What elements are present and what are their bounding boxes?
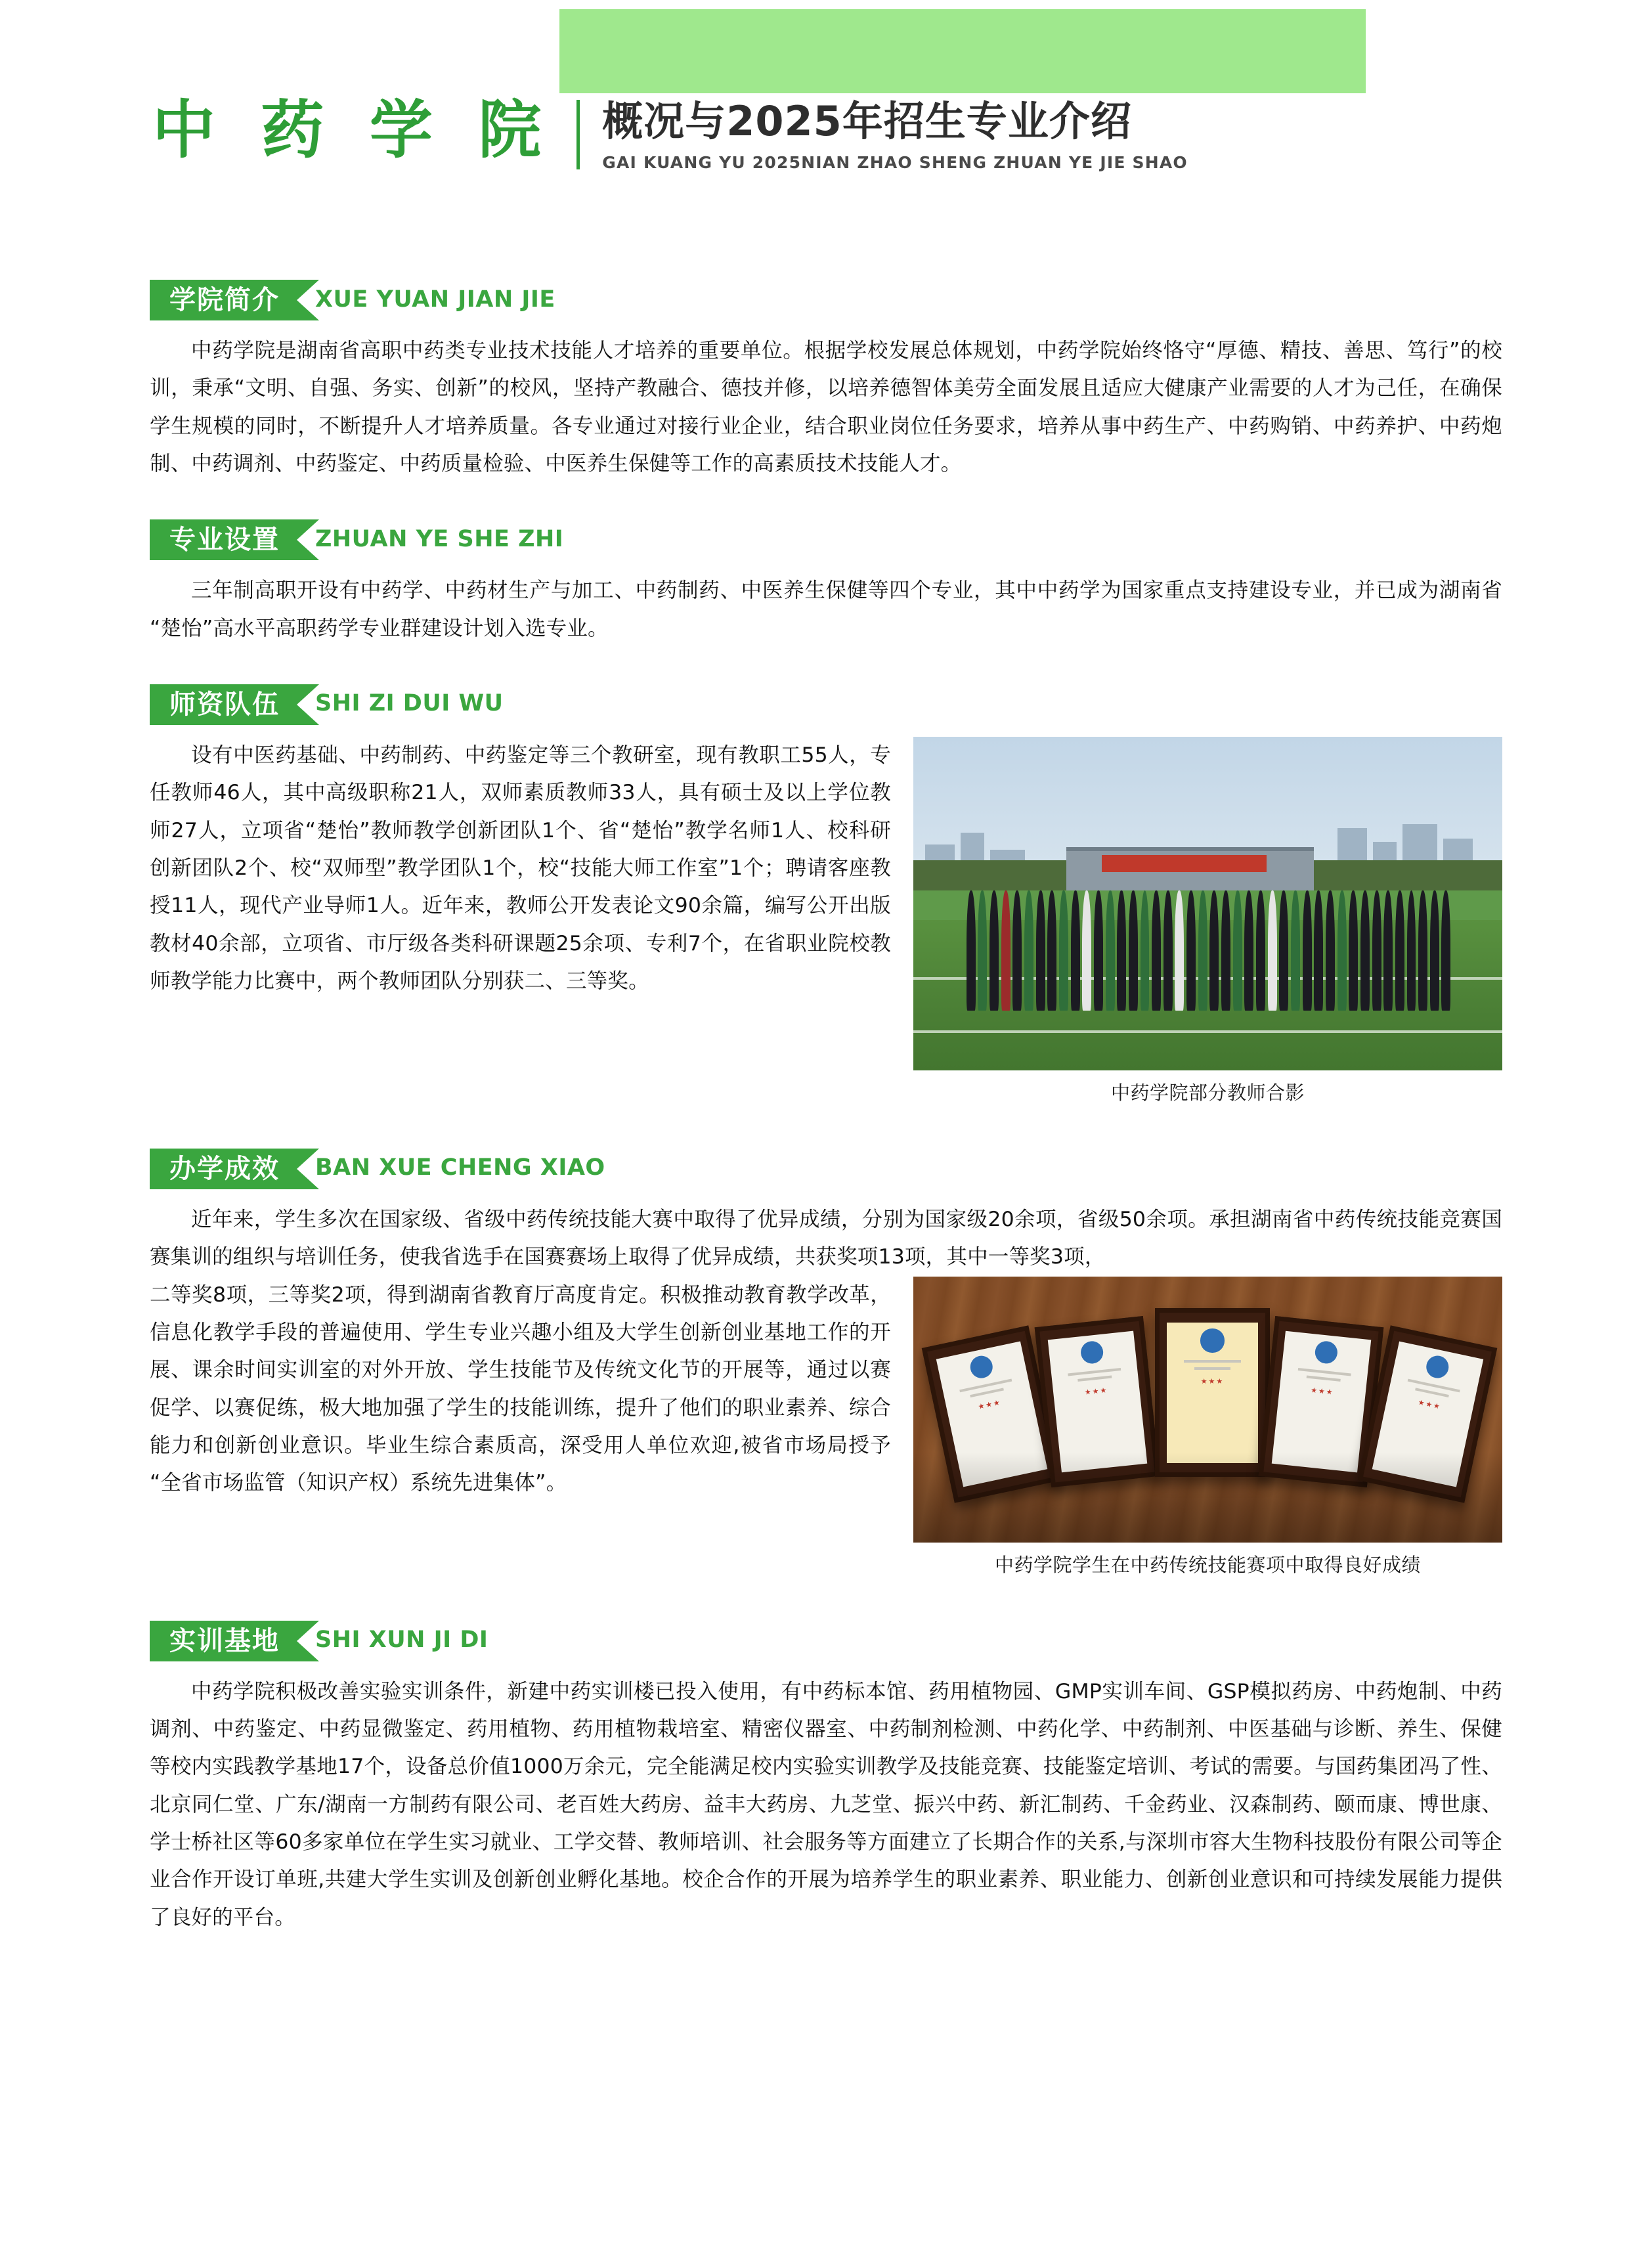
section-tag-label: 师资队伍 — [169, 689, 280, 720]
footer-spacer — [150, 1937, 1502, 2015]
section-body-training-base: 中药学院积极改善实验实训条件，新建中药实训楼已投入使用，有中药标本馆、药用植物园、GMP实训车间、GSP模拟药房、中药炮制、中药调剂、中药鉴定、中药显微鉴定、药用植物、药用植物栽培室、精密仪器室、中药制剂检测、中药化学、中药制剂、中医基础与诊断、养生、保健等校内实践教学基地17个，设备总价值1000万余元，完全能满足校内实验实训教学及技能竞赛、技能鉴定培训、考试的需要。与国药集团冯了性、北京同仁堂、广东/湖南一方制药有限公司、老百姓大药房、益丰大药房、九芝堂、振兴中药、新汇制药、千金药业、汉森制药、颐而康、博世康、学士桥社区等60多家单位在学生实习就业、工学交替、教师培训、社会服务等方面建立了长期合作的关系,与深圳市容大生物科技股份有限公司等企业合作开设订单班,共建大学生实训及创新创业孵化基地。校企合作的开展为培养学生的职业素养、职业能力、创新创业意识和可持续发展能力提供了良好的平台。 — [150, 1679, 1502, 1929]
section-tag-label: 实训基地 — [169, 1625, 280, 1656]
section-tag-pinyin: BAN XUE CHENG XIAO — [315, 1154, 605, 1181]
section-faculty — [150, 684, 1502, 1112]
section-tag-majors — [150, 519, 297, 560]
section-body-achievements-wrap: 二等奖8项，三等奖2项，得到湖南省教育厅高度肯定。积极推动教育教学改革，信息化教学手段的普遍使用、学生专业兴趣小组及大学生创新创业基地工作的开展、课余时间实训室的对外开放、学生技能节及传统文化节的开展等，通过以赛促学、以赛促练，极大地加强了学生的技能训练，提升了他们的职业素养、综合能力和创新创业意识。毕业生综合素质高，深受用人单位欢迎,被省市场局授予“全省市场监管（知识产权）系统先进集体”。 — [150, 1283, 891, 1495]
section-tag-label: 学院简介 — [169, 285, 280, 315]
photo-people-row — [967, 890, 1450, 1011]
section-tag-label: 办学成效 — [169, 1153, 280, 1184]
section-tag-intro — [150, 280, 297, 320]
award-frame-4: ★★★ — [1259, 1316, 1384, 1487]
title-divider — [576, 100, 580, 169]
awards-certificates-photo — [913, 1277, 1502, 1543]
section-tag-label: 专业设置 — [169, 525, 280, 556]
document-content — [0, 280, 1652, 2015]
section-tag-achievements — [150, 1149, 297, 1189]
award-frame-5: ★★★ — [1357, 1325, 1497, 1502]
figure-caption-faculty: 中药学院部分教师合影 — [1110, 1081, 1305, 1104]
section-achievements — [150, 1149, 1502, 1584]
award-frame-3: ★★★ — [1155, 1308, 1270, 1477]
section-heading-faculty — [150, 684, 1502, 725]
photo-shadow — [913, 1452, 1502, 1543]
figure-caption-awards: 中药学院学生在中药传统技能赛项中取得良好成绩 — [994, 1553, 1421, 1576]
figure-faculty-photo — [913, 737, 1502, 1105]
section-tag-pinyin: XUE YUAN JIAN JIE — [315, 286, 555, 313]
section-heading-majors — [150, 519, 1502, 560]
section-heading-training-base — [150, 1621, 1502, 1661]
section-tag-training-base — [150, 1621, 297, 1661]
section-majors — [150, 519, 1502, 647]
header-subtitle-group — [602, 99, 1188, 172]
section-heading-intro — [150, 280, 1502, 320]
section-body-majors: 三年制高职开设有中药学、中药材生产与加工、中药制药、中医养生保健等四个专业，其中中药学为国家重点支持建设专业，并已成为湖南省“楚怡”高水平高职药学专业群建设计划入选专业。 — [150, 579, 1502, 640]
photo-red-banner — [1102, 855, 1267, 871]
section-tag-pinyin: ZHUAN YE SHE ZHI — [315, 525, 564, 552]
section-tag-faculty — [150, 684, 297, 725]
section-body-achievements-top: 近年来，学生多次在国家级、省级中药传统技能大赛中取得了优异成绩，分别为国家级20余项，省级50余项。承担湖南省中药传统技能竞赛国赛集训的组织与培训任务，使我省选手在国赛赛场上取得了优异成绩，共获奖项13项，其中一等奖3项， — [150, 1207, 1502, 1269]
teachers-group-photo — [913, 737, 1502, 1070]
award-frame-1: ★★★ — [922, 1325, 1062, 1502]
section-tag-pinyin: SHI ZI DUI WU — [315, 690, 504, 717]
college-name: 中 药 学 院 — [152, 93, 554, 167]
header-subtitle-cn: 概况与2025年招生专业介绍 — [602, 97, 1132, 145]
section-body-intro: 中药学院是湖南省高职中药类专业技术技能人才培养的重要单位。根据学校发展总体规划，中药学院始终恪守“厚德、精技、善思、笃行”的校训，秉承“文明、自强、务实、创新”的校风，坚持产教融合、德技并修，以培养德智体美劳全面发展且适应大健康产业需要的人才为己任，在确保学生规模的同时，不断提升人才培养质量。各专业通过对接行业企业，结合职业岗位任务要求，培养从事中药生产、中药购销、中药养护、中药炮制、中药调剂、中药鉴定、中药质量检验、中医养生保健等工作的高素质技术技能人才。 — [150, 339, 1502, 475]
header-green-block — [559, 9, 1366, 93]
section-heading-achievements — [150, 1149, 1502, 1189]
section-training-base — [150, 1621, 1502, 1937]
header-subtitle-pinyin: GAI KUANG YU 2025NIAN ZHAO SHENG ZHUAN YE JIE SHAO — [602, 153, 1188, 173]
figure-awards-photo — [913, 1277, 1502, 1577]
page-header — [0, 0, 1652, 243]
section-body-faculty: 设有中医药基础、中药制药、中药鉴定等三个教研室，现有教职工55人，专任教师46人，其中高级职称21人，双师素质教师33人，具有硕士及以上学位教师27人，立项省“楚怡”教师教学创新团队1个、省“楚怡”教学名师1人、校科研创新团队2个、校“双师型”教学团队1个，校“技能大师工作室”1个；聘请客座教授11人，现代产业导师1人。近年来，教师公开发表论文90余篇，编写公开出版教材40余部，立项省、市厅级各类科研课题25余项、专利7个，在省职业院校教师教学能力比赛中，两个教师团队分别获二、三等奖。 — [150, 743, 891, 993]
award-frame-2: ★★★ — [1035, 1316, 1160, 1487]
header-title-group — [152, 93, 1188, 173]
section-tag-pinyin: SHI XUN JI DI — [315, 1627, 489, 1654]
section-intro — [150, 280, 1502, 483]
